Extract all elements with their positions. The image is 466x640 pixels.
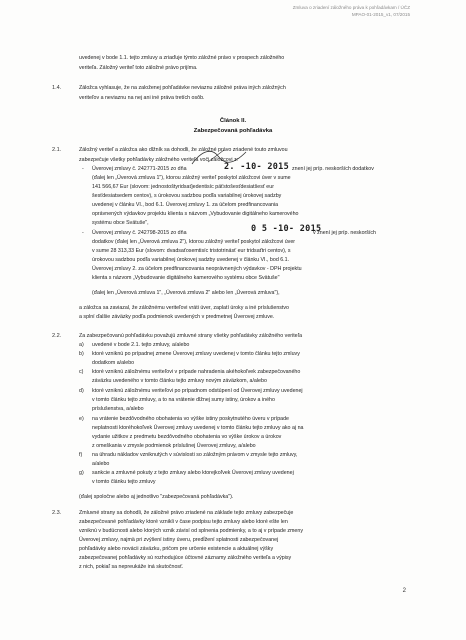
paragraph-number: 2.3. — [52, 510, 62, 516]
text-line: v tomto článku tejto zmluvy — [92, 479, 156, 485]
bullet-dash: - — [82, 230, 84, 236]
text-line: systému obce Svätuše", — [92, 220, 149, 226]
text-line: zabezpečovanej pohľadávky sú rozhodujúce účtovné záznamy záložného veriteľa a výpisy — [79, 555, 292, 561]
text-line: a/alebo — [92, 461, 110, 467]
text-line: Záložný veriteľ a záložca ako dlžník sa dohodli, že záložné právo zriadené touto zmluvou — [79, 147, 288, 153]
text-line: šesťdesiatsedem centov), s úrokovou sadzbou podľa variabilnej úrokovej sadzby — [92, 193, 282, 199]
text-line: 141 566,67 Eur (slovom: jednostoštyridsaťjedentisíc päťstošesťdesiatšesť eur — [92, 184, 274, 190]
text-line: Zmluvné strany sa dohodli, že záložné právo zriadené na základe tejto zmluvy zabezpečuje — [79, 510, 294, 516]
text-line: neplatnosti ktoréhokoľvek Úverovej zmluvy uvedenej v tomto článku tejto zmluvy ako aj na — [92, 425, 304, 431]
text-line: a záložca sa zaviazal, že záložnému veriteľovi vráti úver, zaplatí úroky a iné príslušenstvo — [79, 305, 289, 311]
date-stamp: 2. -10- 2015 — [224, 162, 290, 172]
text-line: a splní ďalšie záväzky podľa podmienok uvedených v predmetnej Úverovej zmluve. — [79, 314, 275, 320]
bullet-dash: - — [82, 166, 84, 172]
text-line: Úverovej zmluvy č. 242771-2015 zo dňa — [92, 166, 187, 172]
text-line: (ďalej len „Úverová zmluva 1"), ktorou záložný veriteľ poskytol záložcovi úver v sume — [92, 175, 291, 181]
text-line: Za zabezpečovanú pohľadávku považujú zmluvné strany všetky pohľadávky záložného veriteľa — [79, 333, 303, 339]
list-letter: c) — [79, 369, 84, 375]
text-line: Úverovej zmluvy 2. za účelom predfinancovania neoprávnených výdavkov - DPH projektu — [92, 266, 302, 272]
text-line: (ďalej len „Úverová zmluva 1", „Úverová zmluva 2" alebo len „Úverová zmluva"), — [92, 290, 280, 296]
text-line: na úhradu nákladov vzniknutých v súvislosti so záložným právom v zmysle tejto zmluvy, — [92, 452, 298, 458]
article-number: Článok II. — [219, 118, 247, 124]
text-line: veriteľov a neviaznu na nej ani iné práva tretích osôb. — [79, 95, 205, 101]
list-letter: e) — [79, 416, 84, 422]
text-line: klienta s názvom „Vybudovanie digitálneho kamerového systému obce Svätuše" — [92, 275, 280, 281]
list-letter: f) — [79, 452, 83, 458]
text-line: v tomto článku tejto zmluvy, a to na vrátenie dlžnej sumy istiny, úrokov a iného — [92, 397, 275, 403]
header-line-1: Zmluva o zriadení záložného práva k pohľadávkam / ÚČZ — [292, 5, 410, 10]
list-letter: a) — [79, 342, 84, 348]
text-line: dodatkom a/alebo — [92, 360, 135, 366]
text-line: oprávnených výdavkov projektu klienta s názvom „Vybudovanie digitálneho kamerového — [92, 211, 299, 217]
article-title: Zabezpečovaná pohľadávka — [193, 128, 273, 134]
text-line: uvedenej v bode 1.1. tejto zmluvy a zriaďuje týmto záložné právo v prospech záložného — [79, 55, 285, 61]
text-line: záväzku uvedeného v tomto článku tejto zmluvy novým záväzkom, a/alebo — [92, 378, 267, 384]
text-line: zabezpečované pohľadávky ktoré vznikli v čase podpisu tejto zmluvy alebo ktoré ešte len — [79, 519, 288, 525]
text-line: uvedené v bode 2.1. tejto zmluvy, a/alebo — [92, 342, 190, 348]
paragraph-number: 2.1. — [52, 147, 62, 153]
list-letter: d) — [79, 388, 84, 394]
text-line: (ďalej spoločne alebo aj jednotlivo "zabezpečovaná pohľadávka"). — [79, 494, 234, 500]
text-line: zabezpečuje všetky pohľadávky záložného veriteľa voči záložcovi z: — [79, 157, 239, 163]
text-line: uvedenej v článku VI., bod 6.1. Úverovej zmluvy 1. za účelom predfinancovania — [92, 202, 279, 208]
text-line: Úverovej zmluvy, najmä pri zvýšení istiny úveru, predĺžení splatnosti zabezpečovanej — [79, 537, 279, 543]
date-stamp: 0 5 -10- 2015 — [251, 224, 322, 234]
document-header — [293, 4, 410, 18]
handwritten-mark — [188, 144, 254, 170]
text-line: veriteľa. Záložný veriteľ toto záložné právo prijíma. — [79, 65, 198, 71]
text-line: znení jej príp. neskorších dodatkov — [292, 166, 374, 172]
text-line: ktoré vzniknú po prípadnej zmene Úverovej zmluvy uvedenej v tomto článku tejto zmluvy — [92, 351, 300, 357]
paragraph-number: 2.2. — [52, 333, 62, 339]
text-line: vydanie užitkov z predmetu bezdôvodného obohatenia vo výške úrokov a úrokov — [92, 434, 282, 440]
header-line-2: MPAO-01-2015_v1, 07/2015 — [351, 12, 410, 17]
text-line: ktoré vzniknú záložnému veriteľovi v prípade nahradenia akéhokoľvek zabezpečovaného — [92, 369, 301, 375]
list-letter: b) — [79, 351, 84, 357]
text-line: úrokovou sadzbou podľa variabilnej úrokovej sadzby uvedenej v článku VI., bod 6.1. — [92, 257, 290, 263]
text-line: Záložca vyhlasuje, že na založenej pohľadávke neviaznu záložné práva iných záložných — [79, 85, 286, 91]
text-line: v znení jej príp. neskorších — [313, 230, 377, 236]
text-line: z nich, pokiaľ sa nepreukáže iná skutočnosť. — [79, 564, 184, 570]
text-line: z omeškania v zmysle podmienok príslušnej Úverovej zmluvy, a/alebo — [92, 443, 256, 449]
page-number: 2 — [402, 588, 406, 594]
text-line: vzniknú v budúcnosti alebo ktorých vznik závisí od splnenia podmienky, a to aj v prípade zmeny — [79, 528, 303, 534]
text-line: pohľadávky alebo novácii záväzku, pričom pre určenie existencie a aktuálnej výšky — [79, 546, 274, 552]
text-line: na vrátenie bezdôvodného obohatenia vo výške istiny poskytnutého úveru v prípade — [92, 416, 289, 422]
list-letter: g) — [79, 470, 84, 476]
text-line: príslušenstva, a/alebo — [92, 406, 144, 412]
paragraph-number: 1.4. — [52, 85, 62, 91]
text-line: Úverovej zmluvy č. 242798-2015 zo dňa — [92, 230, 187, 236]
text-line: dodatkov (ďalej len „Úverová zmluva 2"), ktorou záložný veriteľ poskytol záložcovi úver — [92, 239, 296, 245]
text-line: sankcie a zmluvné pokuty z tejto zmluvy alebo ktorejkoľvek Úverovej zmluvy uvedenej — [92, 470, 294, 476]
text-line: ktoré vzniknú záložnému veriteľovi po prípadnom odstúpení od Úverovej zmluvy uvedenej — [92, 388, 303, 394]
text-line: v sume 28 313,33 Eur (slovom: dvadsaťosemtisíc tristotrinásť eur tridsaťtri centov), s — [92, 248, 291, 254]
